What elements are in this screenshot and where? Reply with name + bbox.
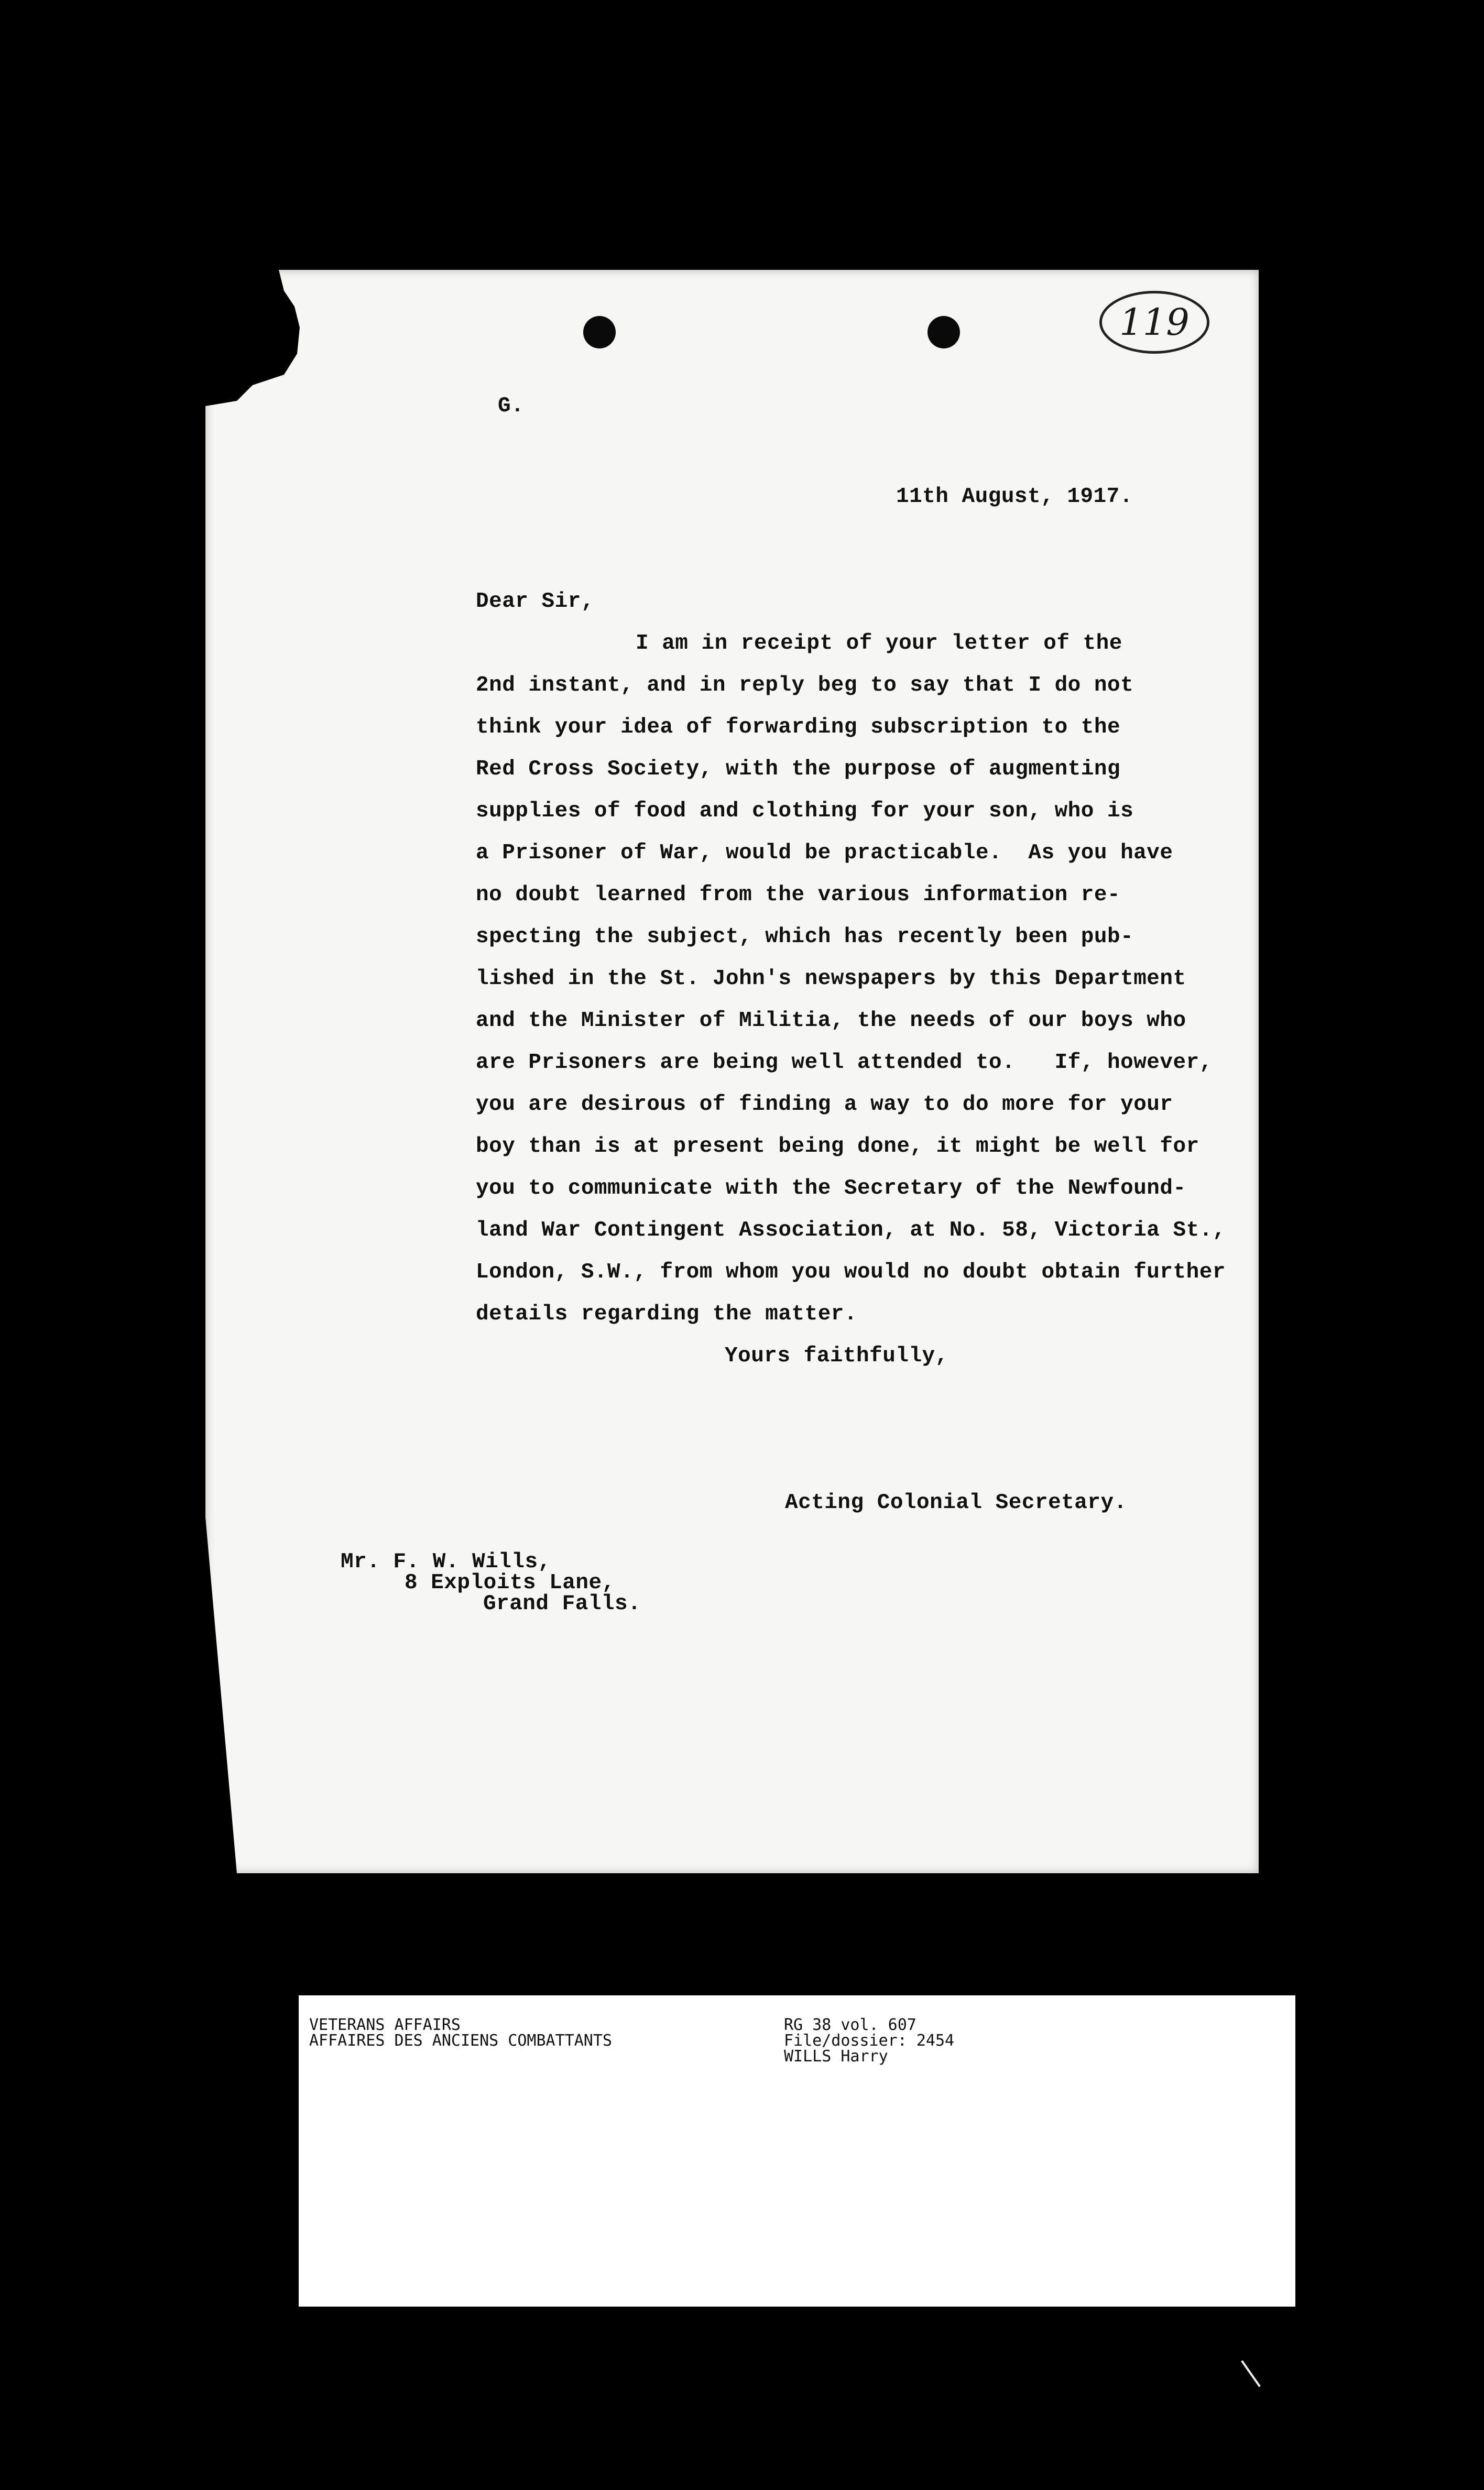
body-line: supplies of food and clothing for your son, who is xyxy=(476,799,1134,823)
file-mark: G. xyxy=(498,394,525,418)
body-line: specting the subject, which has recently been pub- xyxy=(476,925,1134,949)
body-line: think your idea of forwarding subscription to the xyxy=(476,715,1121,739)
body-line: and the Minister of Militia, the needs of our boys who xyxy=(476,1009,1186,1033)
salutation: Dear Sir, xyxy=(476,589,594,614)
record-group: RG 38 vol. 607 xyxy=(784,2016,916,2034)
body-line: no doubt learned from the various information re- xyxy=(476,883,1121,907)
signature-title: Acting Colonial Secretary. xyxy=(785,1491,1127,1515)
body-line: I am in receipt of your letter of the xyxy=(636,631,1122,656)
address-line: 8 Exploits Lane, xyxy=(405,1571,615,1595)
subject-name: WILLS Harry xyxy=(784,2047,888,2066)
body-line: details regarding the matter. xyxy=(476,1302,858,1326)
scan-mark xyxy=(1241,2360,1261,2387)
file-number: File/dossier: 2454 xyxy=(784,2032,955,2050)
page-number-stamp xyxy=(1099,291,1209,354)
dept-fr: AFFAIRES DES ANCIENS COMBATTANTS xyxy=(309,2032,612,2050)
address-line: Mr. F. W. Wills, xyxy=(341,1550,551,1574)
page-number: 119 xyxy=(1119,301,1190,344)
closing: Yours faithfully, xyxy=(725,1344,948,1368)
body-line: Red Cross Society, with the purpose of augmenting xyxy=(476,757,1121,781)
body-line: boy than is at present being done, it might be well for xyxy=(476,1134,1199,1159)
body-line: a Prisoner of War, would be practicable. As you have xyxy=(476,841,1173,865)
body-line: are Prisoners are being well attended to. If, however, xyxy=(476,1051,1213,1075)
body-line: you to communicate with the Secretary of the Newfound- xyxy=(476,1176,1186,1200)
address-line: Grand Falls. xyxy=(483,1592,641,1616)
body-line: land War Contingent Association, at No. 58, Victoria St., xyxy=(476,1218,1226,1242)
punch-hole-right xyxy=(928,316,960,348)
torn-corner xyxy=(205,270,326,422)
archive-label xyxy=(299,1995,1295,2307)
body-line: you are desirous of finding a way to do more for your xyxy=(476,1093,1173,1117)
dept-en: VETERANS AFFAIRS xyxy=(309,2016,461,2034)
body-line: 2nd instant, and in reply beg to say that I do not xyxy=(476,673,1134,697)
body-line: London, S.W., from whom you would no doubt obtain further xyxy=(476,1260,1226,1284)
letter-date: 11th August, 1917. xyxy=(896,485,1133,509)
punch-hole-left xyxy=(583,316,616,348)
body-line: lished in the St. John's newspapers by this Department xyxy=(476,967,1186,991)
